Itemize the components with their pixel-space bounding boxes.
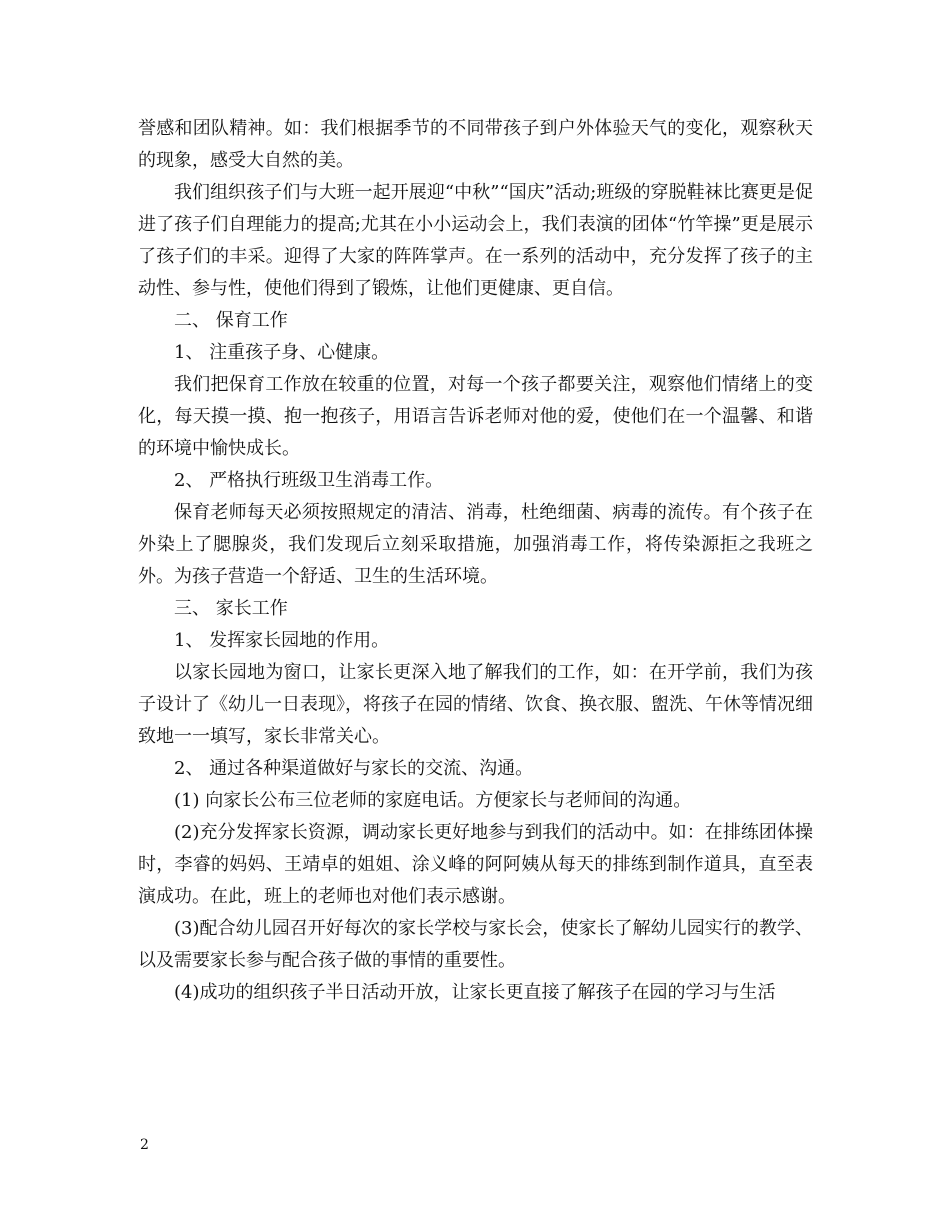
subsection-heading: 1、 注重孩子身、心健康。 (174, 342, 390, 363)
list-item-paragraph: (4)成功的组织孩子半日活动开放，让家长更直接了解孩子在园的学习与生活 (174, 982, 776, 1003)
page-number: 2 (140, 1137, 149, 1153)
document-body (138, 113, 813, 1009)
paragraph: 保育老师每天必须按照规定的清洁、消毒，杜绝细菌、病毒的流传。有个孩子在外染上了腮腺炎，我们发现后立刻采取措施，加强消毒工作，将传染源拒之我班之外。为孩子营造一个舒适、卫生的生活环境。 (138, 502, 813, 587)
section-heading: 二、 保育工作 (174, 310, 288, 331)
subsection-heading: 1、 发挥家长园地的作用。 (174, 630, 390, 651)
list-item-paragraph: (2)充分发挥家长资源，调动家长更好地参与到我们的活动中。如：在排练团体操时，李睿的妈妈、王靖卓的姐姐、涂义峰的阿阿姨从每天的排练到制作道具，直至表演成功。在此，班上的老师也对他们表示感谢。 (138, 822, 813, 907)
section-heading: 三、 家长工作 (174, 598, 288, 619)
paragraph: 我们把保育工作放在较重的位置，对每一个孩子都要关注，观察他们情绪上的变化，每天摸一摸、抱一抱孩子，用语言告诉老师对他的爱，使他们在一个温馨、和谐的环境中愉快成长。 (138, 374, 813, 459)
list-item-paragraph: (1) 向家长公布三位老师的家庭电话。方便家长与老师间的沟通。 (174, 790, 692, 811)
paragraph-continued: 誉感和团队精神。如：我们根据季节的不同带孩子到户外体验天气的变化，观察秋天的现象，感受大自然的美。 (138, 118, 813, 171)
subsection-heading: 2、 严格执行班级卫生消毒工作。 (174, 470, 444, 491)
list-item-paragraph: (3)配合幼儿园召开好每次的家长学校与家长会，使家长了解幼儿园实行的教学、以及需要家长参与配合孩子做的事情的重要性。 (138, 918, 813, 971)
paragraph: 我们组织孩子们与大班一起开展迎“中秋”“国庆”活动;班级的穿脱鞋袜比赛更是促进了孩子们自理能力的提高;尤其在小小运动会上，我们表演的团体“竹竿操”更是展示了孩子们的丰采。迎得了大家的阵阵掌声。在一系列的活动中，充分发挥了孩子的主动性、参与性，使他们得到了锻炼，让他们更健康、更自信。 (138, 182, 813, 299)
subsection-heading: 2、 通过各种渠道做好与家长的交流、沟通。 (174, 758, 534, 779)
paragraph: 以家长园地为窗口，让家长更深入地了解我们的工作，如：在开学前，我们为孩子设计了《幼儿一日表现》，将孩子在园的情绪、饮食、换衣服、盥洗、午休等情况细致地一一填写，家长非常关心。 (138, 662, 813, 747)
